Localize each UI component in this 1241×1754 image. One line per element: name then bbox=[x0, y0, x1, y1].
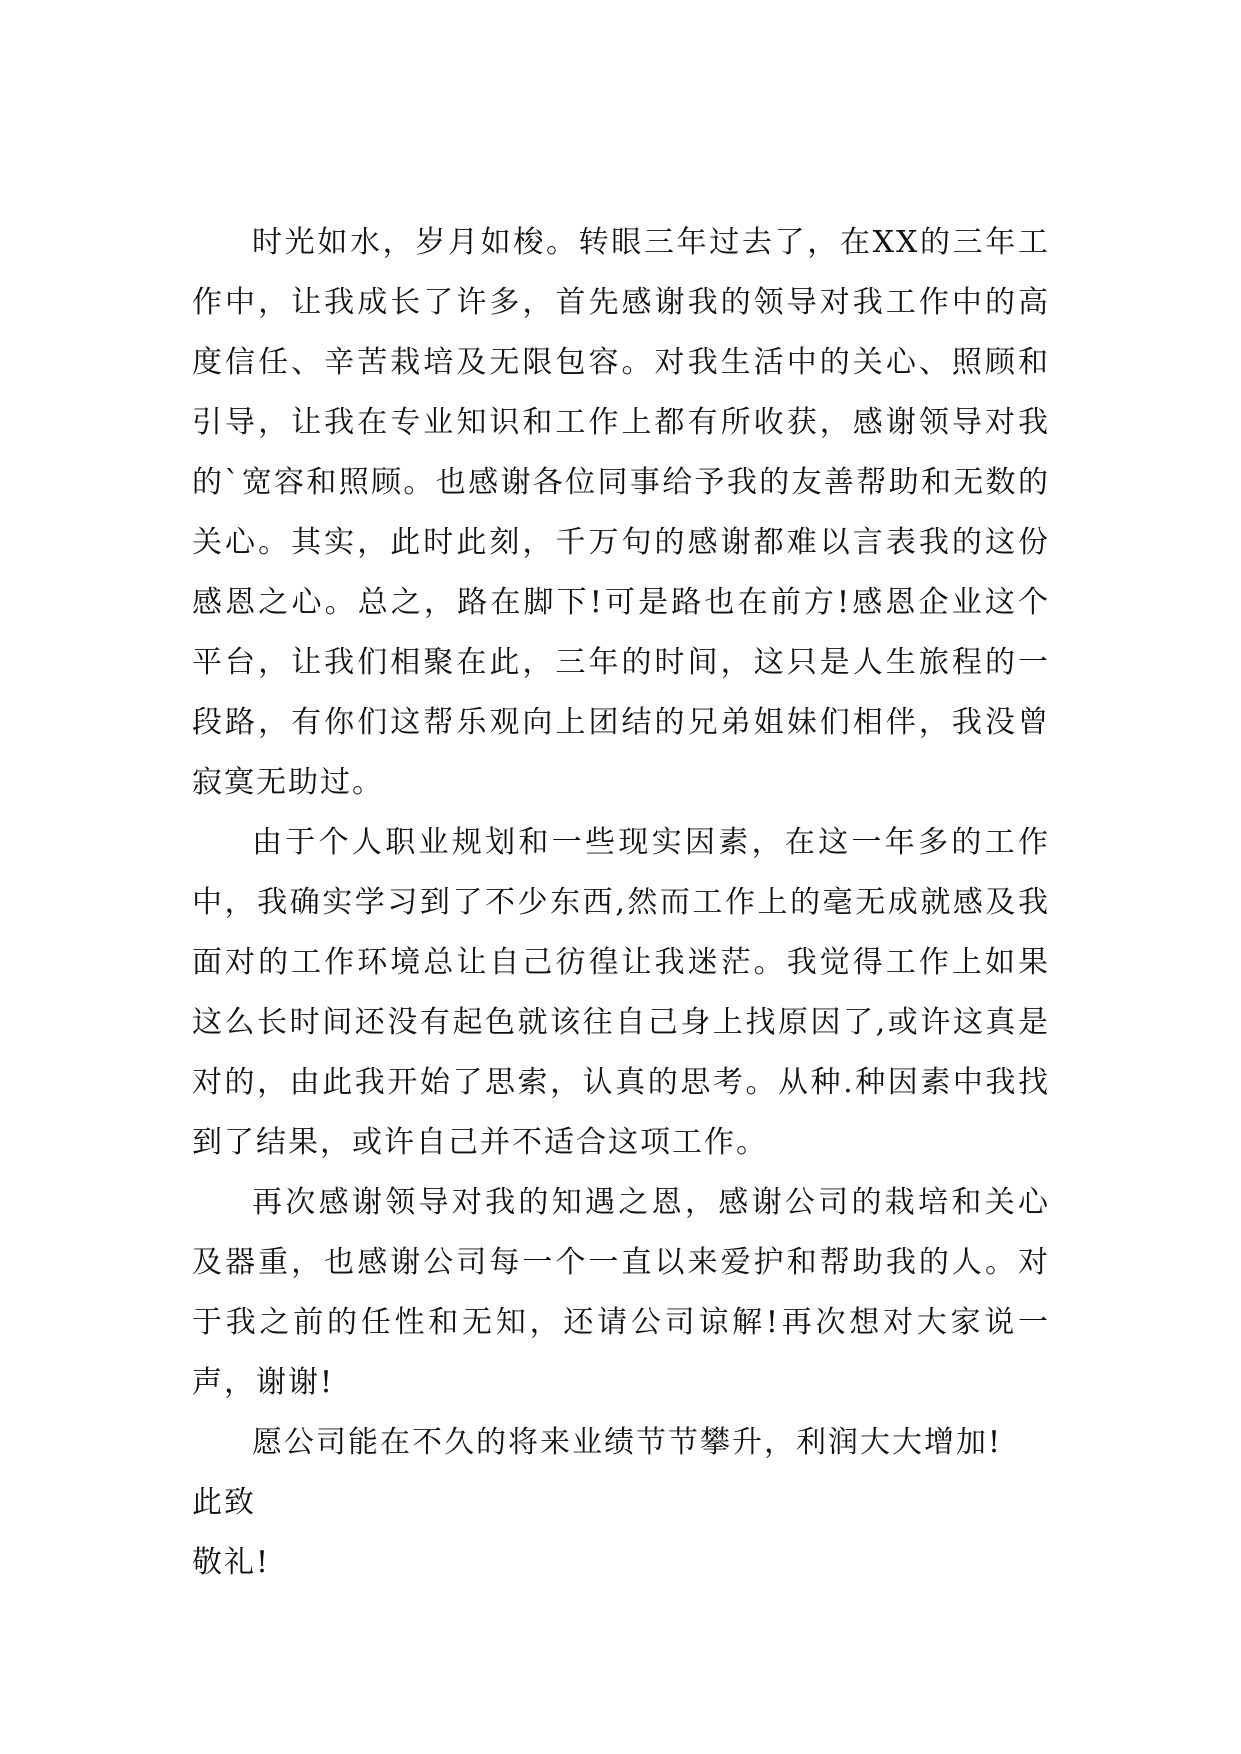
closing-regards: 敬礼! bbox=[192, 1545, 271, 1580]
paragraph-thanks: 再次感谢领导对我的知遇之恩，感谢公司的栽培和关心及器重，也感谢公司每一个一直以来爱护和帮助我的人。对于我之前的任性和无知，还请公司谅解!再次想对大家说一声，谢谢! bbox=[192, 1185, 1050, 1400]
paragraph-wishes: 愿公司能在不久的将来业绩节节攀升，利润大大增加! bbox=[252, 1425, 1003, 1460]
paragraph-reason: 由于个人职业规划和一些现实因素，在这一年多的工作中，我确实学习到了不少东西,然而工作上的毫无成就感及我面对的工作环境总让自己彷徨让我迷茫。我觉得工作上如果这么长时间还没有起色就该往自己身上找原因了,或许这真是对的，由此我开始了思索，认真的思考。从种.种因素中我找到了结果，或许自己并不适合这项工作。 bbox=[192, 825, 1050, 1160]
closing-salutation: 此致 bbox=[192, 1485, 256, 1520]
paragraph-gratitude: 时光如水，岁月如梭。转眼三年过去了，在XX的三年工作中，让我成长了许多，首先感谢我的领导对我工作中的高度信任、辛苦栽培及无限包容。对我生活中的关心、照顾和引导，让我在专业知识和工作上都有所收获，感谢领导对我的`宽容和照顾。也感谢各位同事给予我的友善帮助和无数的关心。其实，此时此刻，千万句的感谢都难以言表我的这份感恩之心。总之，路在脚下!可是路也在前方!感恩企业这个平台，让我们相聚在此，三年的时间，这只是人生旅程的一段路，有你们这帮乐观向上团结的兄弟姐妹们相伴，我没曾寂寞无助过。 bbox=[192, 225, 1050, 800]
letter-body bbox=[192, 213, 1050, 1593]
